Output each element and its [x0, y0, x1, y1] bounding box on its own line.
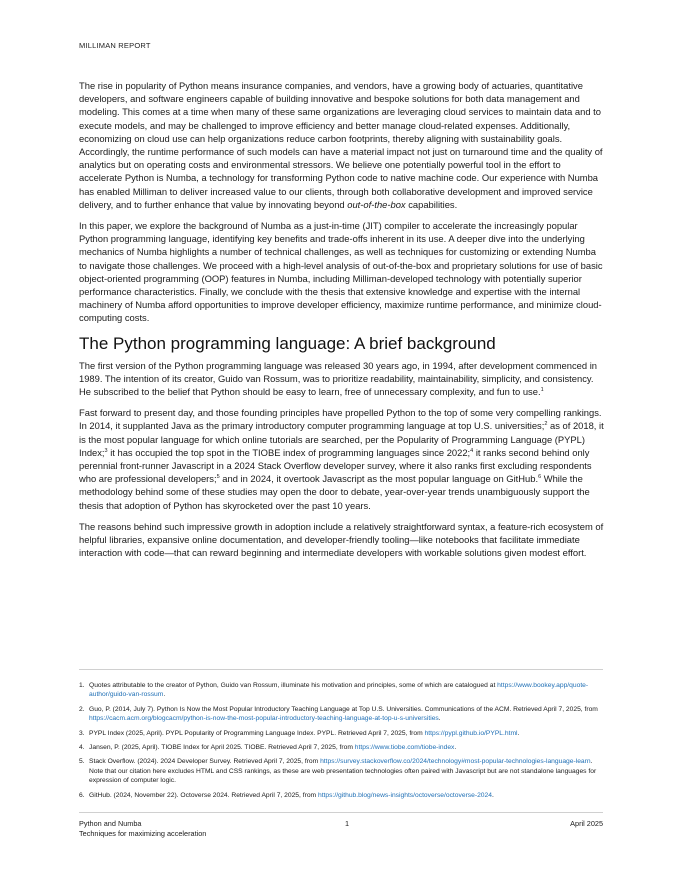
footnote-number: 2.: [79, 705, 85, 713]
paragraph-text: as of 2018, it is the most popular language for which online tutorials are searched, per the Popularity of Programming Language (PYPL) Index;: [79, 420, 604, 458]
paragraph-text: it has occupied the top spot in the TIOBE index of programming languages since 2022;: [107, 446, 471, 458]
footer-subtitle: Techniques for maximizing acceleration: [79, 829, 207, 838]
page-footer: [79, 812, 603, 838]
footnote-body: [89, 729, 603, 738]
footnote-body: [89, 791, 603, 800]
footnote-ref-3[interactable]: 3: [104, 447, 108, 454]
footnote-link[interactable]: https://survey.stackoverflow.co/2024/technology#most-popular-technologies-language-learn: [320, 758, 591, 766]
footnote-link[interactable]: https://www.tiobe.com/tiobe-index: [354, 744, 455, 752]
footnote-link[interactable]: https://www.bookey.app/quote-author/guido-van-rossum: [89, 682, 589, 699]
section-paragraph-2: [79, 406, 604, 512]
intro-paragraph-1: [79, 79, 604, 211]
paragraph-text: While the methodology behind some of these studies may open the door to debate, year-over-year trends unambiguously support the thesis that adoption of Python has skyrocketed over the past 10 years.: [79, 473, 590, 511]
footnote-text: Quotes attributable to the creator of Python, Guido van Rossum, illuminate his motivation and principles, some of which are catalogued at: [89, 682, 498, 689]
footnote-text-after: .: [517, 729, 520, 737]
footnote-number: 4.: [79, 744, 85, 752]
intro-text: The rise in popularity of Python means insurance companies, and vendors, have a growing body of actuaries, quantitative developers, and software engineers capable of building innovative and bespoke solutions for both data management and modeling. This comes at a time when many of these same organizations are leveraging cloud services to maintain data and to execute models, and may be challenged to improve efficiency and better manage cloud-related expenses. Additionally, economizing on cloud use can help organizations reduce carbon footprints, thereby aligning with sustainability goals. Accordingly, the runtime performance of such models can have a material impact not just on turnaround time and the quality of analytics but on operating costs and environmental stressors. We believe one potentially powerful tool in the effort to accelerate Python is Numba, a technology for transforming Python code to native machine code. Our experience with Numba has enabled Milliman to deliver increased value to our clients, through both collaborative development and improved service delivery, and to further enhance that value by innovating beyond: [79, 80, 603, 210]
footnote-ref-1[interactable]: 1: [540, 386, 544, 393]
footnote-link[interactable]: https://cacm.acm.org/blogcacm/python-is-now-the-most-popular-introductory-teaching-language-at-top-u-s-universities: [89, 715, 439, 723]
section-heading: The Python programming language: A brief background: [79, 333, 496, 353]
section-paragraph-1: [79, 359, 604, 399]
paragraph-text: it ranks second behind only perennial front-runner Javascript in a 2024 Stack Overflow developer survey, where it also ranks first excluding respondents who are professional developers;: [79, 446, 592, 485]
footnote-text-after: .: [454, 744, 457, 752]
paragraph-text: The first version of the Python programming language was released 30 years ago, in 1994, after development commenced in 1989. The intention of its creator, Guido van Rossum, was to prioritize readability, maintainability, simplicity, and consistency. He subscribed to the belief that Python should be easy to learn, free of unnecessary complexity, and fun to use.: [79, 359, 598, 398]
footnote-ref-5[interactable]: 5: [216, 474, 220, 481]
footnote-link[interactable]: https://pypl.github.io/PYPL.html: [424, 729, 518, 737]
footnote-ref-2[interactable]: 2: [544, 421, 548, 428]
footnote-text-after: .: [438, 715, 441, 723]
footnote-body: [89, 743, 603, 752]
report-header: MILLIMAN REPORT: [79, 41, 151, 50]
footnote-ref-4[interactable]: 4: [470, 447, 474, 454]
footnote-text-after: . Note that our citation here excludes HTML and CSS rankings, as these are web presentation technologies often paired with Javascript but are not standalone languages for expression of computer logic.: [89, 758, 597, 785]
intro-paragraph-2: In this paper, we explore the background of Numba as a just-in-time (JIT) compiler to accelerate the increasingly popular Python programming language, identifying key benefits and trade-offs inherent in its use. A deeper dive into the underlying mechanics of Numba highlights a number of technical challenges, as well as techniques for customizing or extending Numba to navigate those challenges. We proceed with a high-level analysis of out-of-the-box and proprietary solutions for use of basic object-oriented programming (OOP) features in Numba, including Milliman-developed technology with potentially superior performance characteristics. Finally, we conclude with the thesis that extensive knowledge and expertise with the internal machinery of Numba afford opportunities to improve developer efficiency, maximize runtime performance, and minimize cloud-computing costs.: [79, 220, 603, 324]
main-content: [79, 79, 604, 568]
footnote-text-after: .: [163, 691, 166, 699]
footnote-body: [89, 705, 603, 724]
footnotes-section: [79, 669, 603, 805]
footer-date: April 2025: [570, 819, 603, 828]
footnote-ref-6[interactable]: 6: [538, 474, 542, 481]
footnote-text: Jansen, P. (2025, April). TIOBE Index for April 2025. TIOBE. Retrieved April 7, 2025, from: [89, 744, 355, 752]
paragraph-text: Fast forward to present day, and those founding principles have propelled Python to the top of some very compelling rankings. In 2014, it supplanted Java as the primary introductory computer programming language at top U.S. universities;: [79, 407, 602, 432]
footer-title-block: [79, 819, 206, 839]
footnote-item: [79, 743, 603, 752]
footnote-number: 6.: [79, 791, 85, 799]
footnote-number: 3.: [79, 729, 85, 737]
footnote-text-after: .: [491, 791, 494, 799]
footnote-item: [79, 729, 603, 738]
footnote-item: [79, 705, 603, 724]
footnote-item: [79, 681, 603, 700]
footnote-text: Guo, P. (2014, July 7). Python Is Now the Most Popular Introductory Teaching Language at Top U.S. Universities. Communications of the ACM. Retrieved April 7, 2025, from: [89, 705, 598, 713]
footnote-text: Stack Overflow. (2024). 2024 Developer Survey. Retrieved April 7, 2025, from: [89, 758, 321, 766]
footnote-number: 5.: [79, 758, 85, 766]
emphasis-text: out-of-the-box: [347, 198, 406, 210]
footer-title: Python and Numba: [79, 819, 142, 828]
section-paragraph-3: The reasons behind such impressive growth in adoption include a relatively straightforward syntax, a feature-rich ecosystem of helpful libraries, expansive online documentation, and developer-friendly tooling—like notebooks that facilitate immediate interaction with code—that can reward beginning and intermediate developers with workable solutions given modest effort.: [79, 520, 604, 559]
footnote-text: PYPL Index (2025, April). PYPL Popularity of Programming Language Index. PYPL. Retrieved April 7, 2025, from: [89, 729, 425, 737]
page-number: 1: [345, 819, 350, 828]
footnote-body: [89, 757, 603, 785]
intro-text-tail: capabilities.: [405, 198, 458, 210]
footnote-link[interactable]: https://github.blog/news-insights/octoverse/octoverse-2024: [317, 791, 492, 799]
paragraph-text: and in 2024, it overtook Javascript as the most popular language on GitHub.: [219, 473, 539, 485]
footnote-item: [79, 791, 603, 800]
footnote-body: [89, 681, 603, 700]
footnote-item: [79, 757, 603, 785]
footnote-text: GitHub. (2024, November 22). Octoverse 2024. Retrieved April 7, 2025, from: [89, 791, 318, 799]
footnote-number: 1.: [79, 682, 85, 689]
